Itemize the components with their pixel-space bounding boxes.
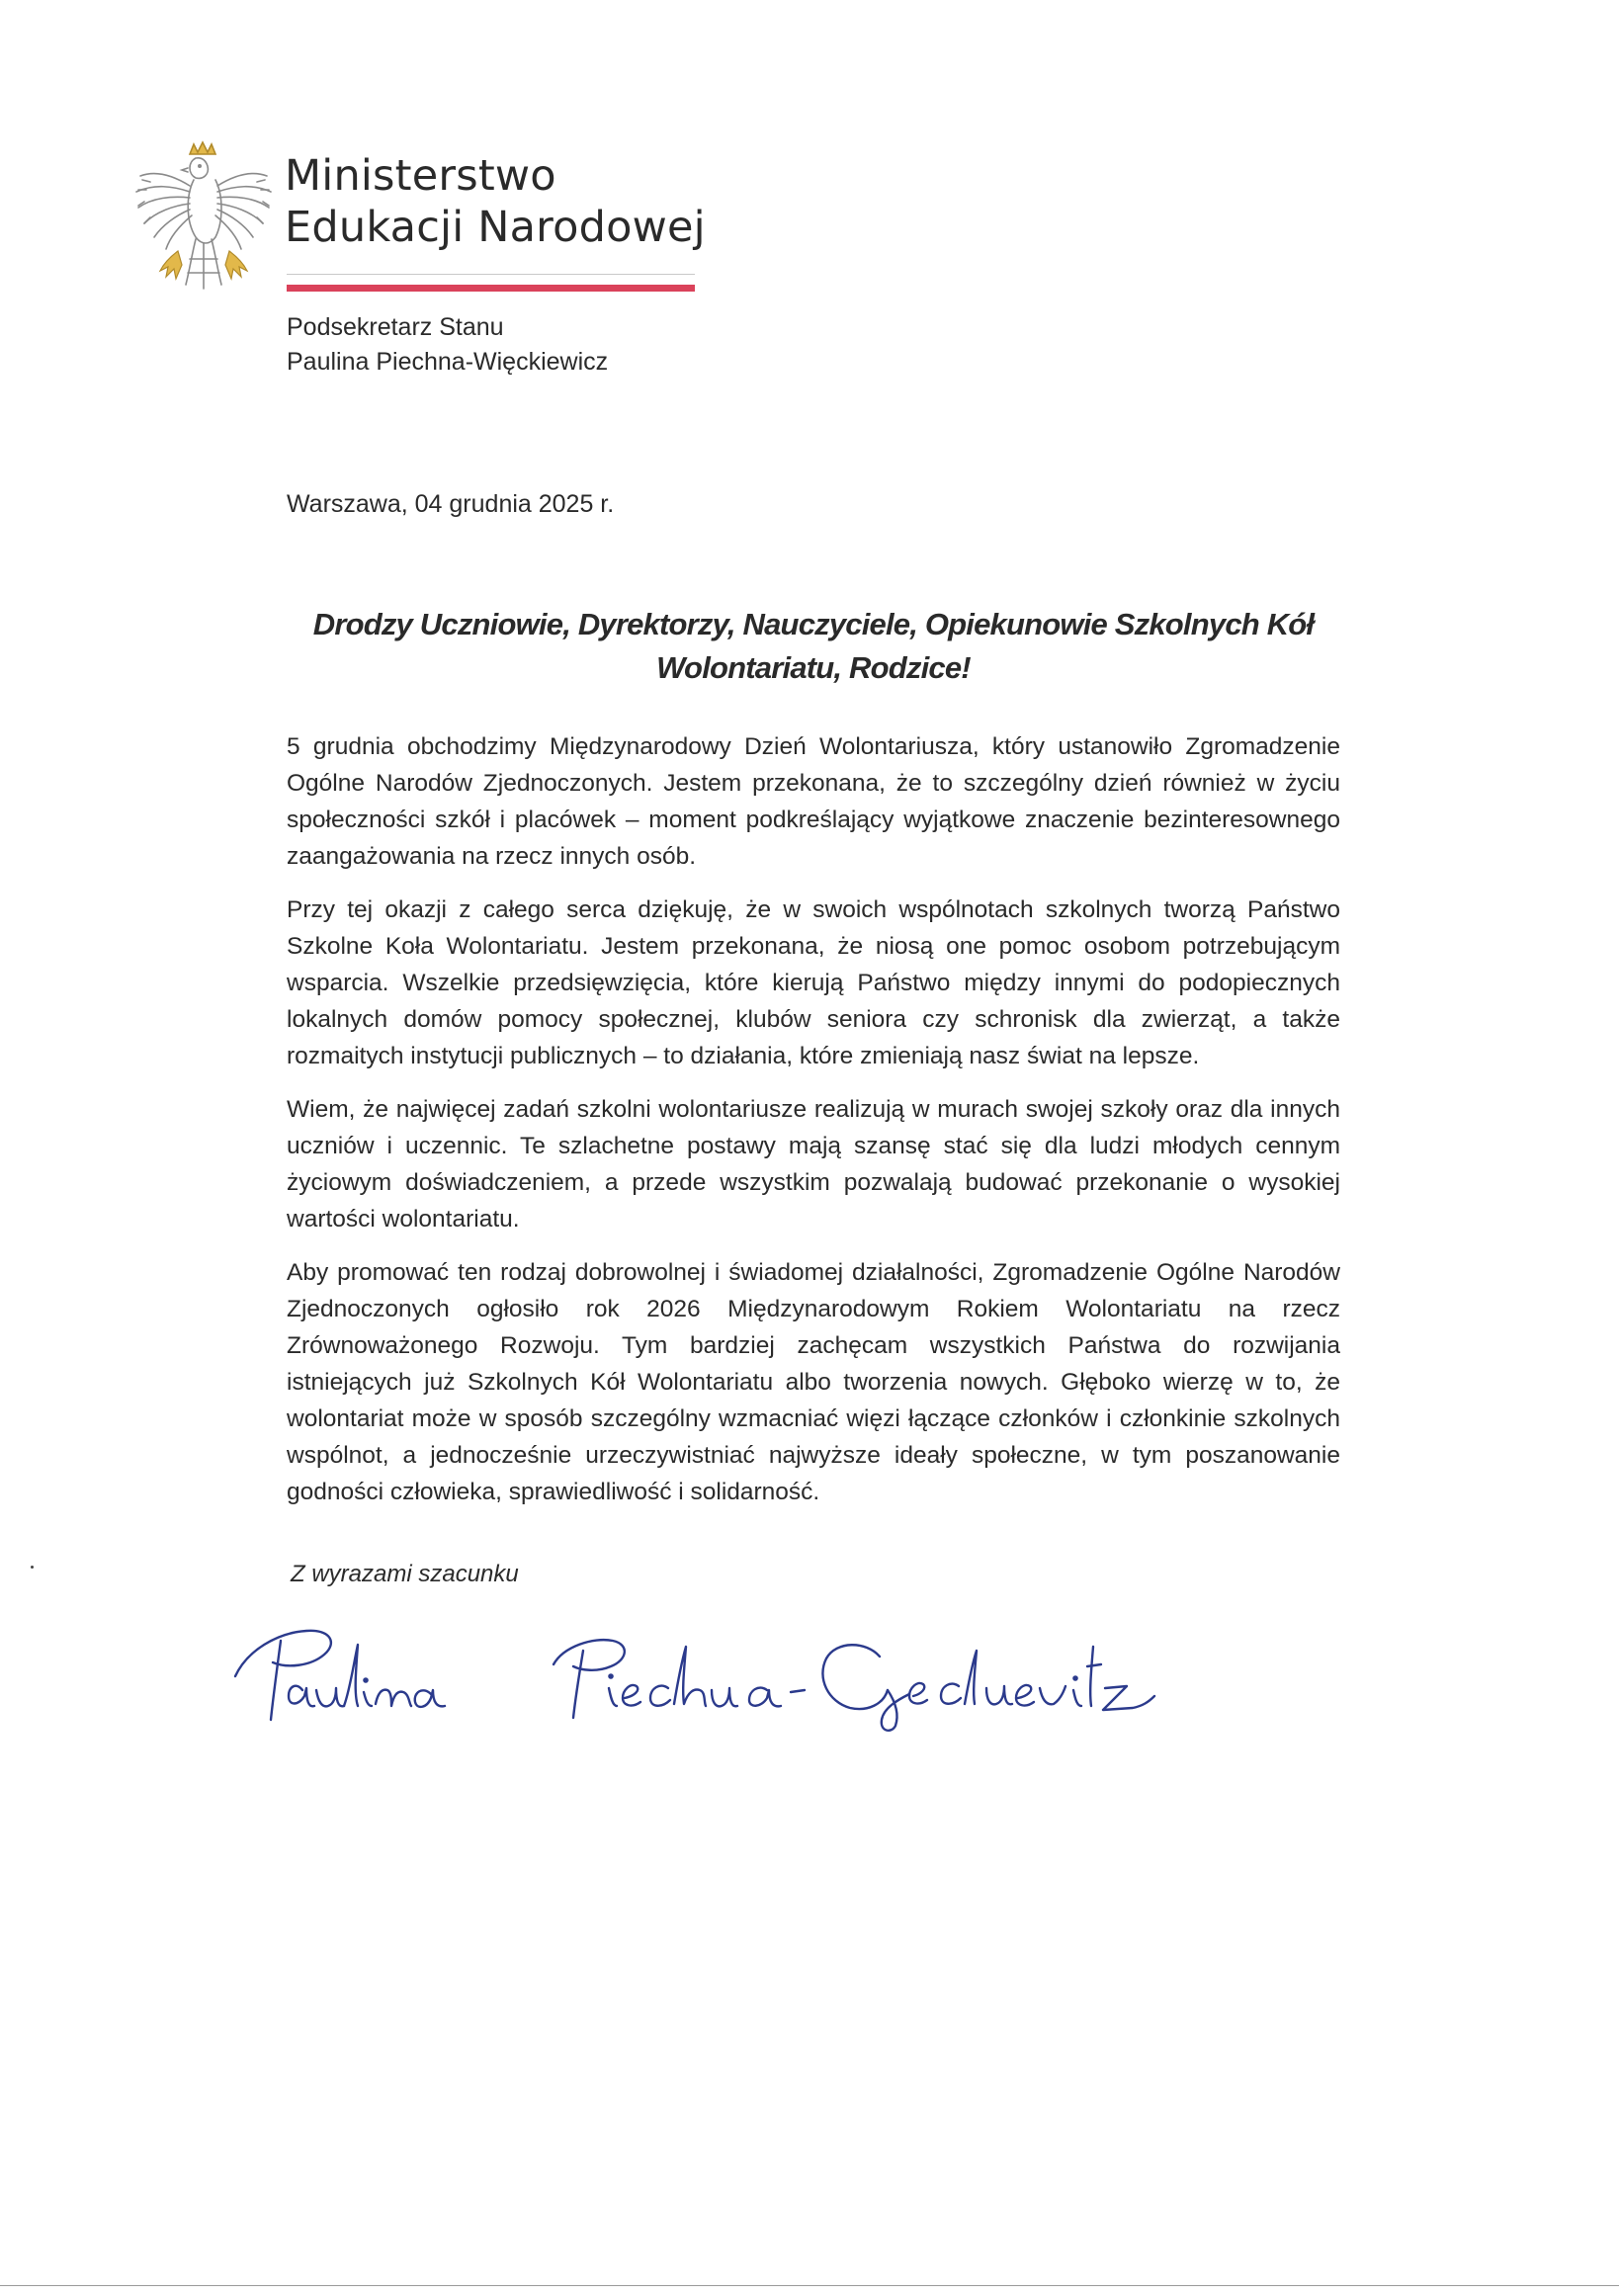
letter-date: Warszawa, 04 grudnia 2025 r. <box>287 490 615 518</box>
letter-body <box>287 728 1340 1527</box>
ministry-name <box>285 150 706 253</box>
flag-bar-white <box>287 274 695 285</box>
flag-bar-red <box>287 285 695 292</box>
salutation <box>287 603 1340 690</box>
paragraph: Przy tej okazji z całego serca dziękuję, że w swoich wspólnotach szkolnych tworzą Państwo Szkolne Koła Wolontariatu. Jestem przekonana, że niosą one pomoc osobom potrzebującym wsparcia. Wszelkie przedsięwzięcia, które kierują Państwo między innymi do podopiecznych lokalnych domów pomocy społecznej, klubów seniora czy schronisk dla zwierząt, a także rozmaitych instytucji publicznych – to działania, które zmieniają nasz świat na lepsze. <box>287 896 1340 1069</box>
paragraph: 5 grudnia obchodzimy Międzynarodowy Dzień Wolontariusza, który ustanowiło Zgromadzenie Ogólne Narodów Zjednoczonych. Jestem przekonana, że to szczególny dzień również w życiu społeczności szkół i placówek – moment podkreślający wyjątkowe znaczenie bezinteresownego zaangażowania na rzecz innych osób. <box>287 733 1340 870</box>
closing-phrase: Z wyrazami szacunku <box>291 1561 519 1587</box>
page-bottom-edge <box>0 2285 1619 2286</box>
flag-bar <box>287 274 695 294</box>
sender-block <box>287 310 608 380</box>
paragraph: Aby promować ten rodzaj dobrowolnej i świadomej działalności, Zgromadzenie Ogólne Narodów Zjednoczonych ogłosiło rok 2026 Międzynarodowym Rokiem Wolontariatu na rzecz Zrównoważonego Rozwoju. Tym bardziej zachęcam wszystkich Państwa do rozwijania istniejących już Szkolnych Kół Wolontariatu albo tworzenia nowych. Głęboko wierzę w to, że wolontariat może w sposób szczególny wzmacniać więzi łączące członków i członkinie szkolnych wspólnot, a jednocześnie urzeczywistniać najwyższe ideały społeczne, w tym poszanowanie godności człowieka, sprawiedliwość i solidarność. <box>287 1259 1340 1505</box>
sender-title: Podsekretarz Stanu <box>287 313 504 341</box>
salutation-line1: Drodzy Uczniowie, Dyrektorzy, Nauczyciele, Opiekunowie Szkolnych Kół <box>312 607 1315 641</box>
polish-eagle-emblem-icon <box>130 140 275 298</box>
ministry-name-line1: Ministerstwo <box>285 151 556 201</box>
handwritten-signature-icon <box>227 1611 1196 1740</box>
sender-name: Paulina Piechna-Więckiewicz <box>287 348 609 376</box>
scan-speck <box>31 1566 34 1569</box>
ministry-name-line2: Edukacji Narodowej <box>285 203 706 252</box>
salutation-line2: Wolontariatu, Rodzice! <box>656 650 971 685</box>
paragraph: Wiem, że najwięcej zadań szkolni wolontariusze realizują w murach swojej szkoły oraz dla innych uczniów i uczennic. Te szlachetne postawy mają szansę stać się dla ludzi młodych cennym życiowym doświadczeniem, a przede wszystkim pozwalają budować przekonanie o wysokiej wartości wolontariatu. <box>287 1096 1340 1233</box>
